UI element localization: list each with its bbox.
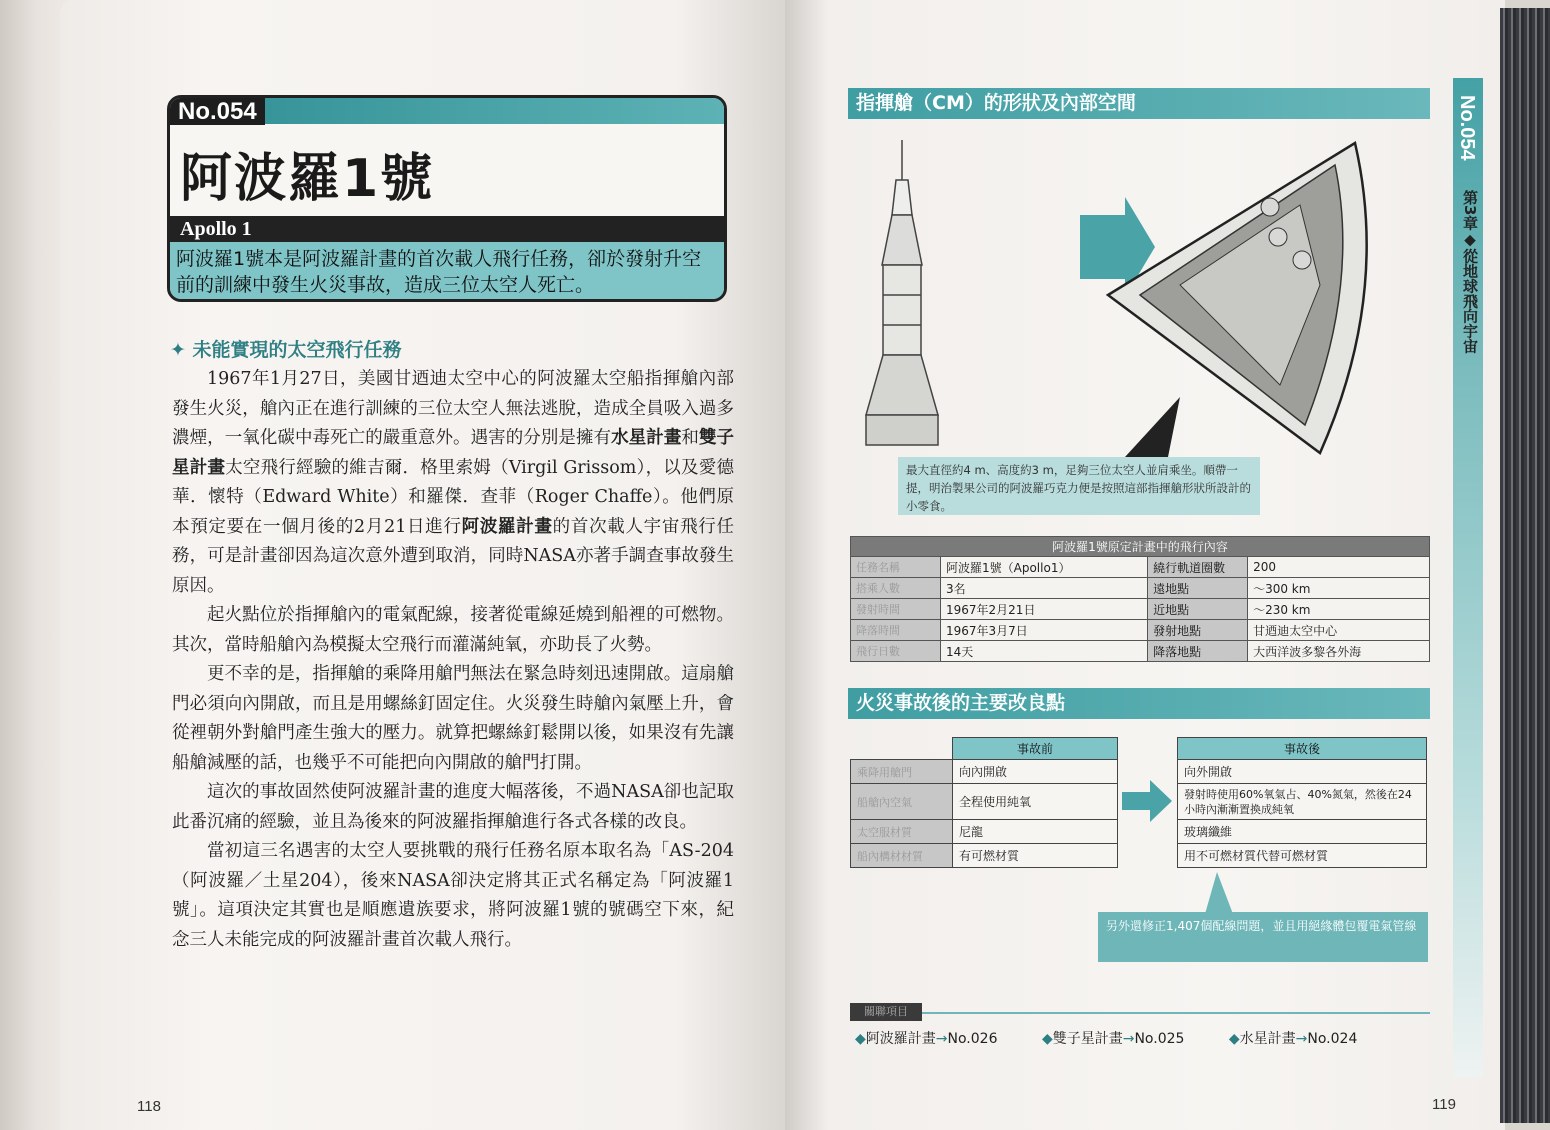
table-value: 200 — [1248, 557, 1430, 578]
table-value: ～230 km — [1248, 599, 1430, 620]
table-value: 大西洋波多黎各外海 — [1248, 641, 1430, 662]
paragraph-3: 更不幸的是，指揮艙的乘降用艙門無法在緊急時刻迅速開啟。這扇艙門必須向內開啟，而且是用螺絲釘固定住。火災發生時艙內氣壓上升，會從裡朝外對艙門產生強大的壓力。就算把螺絲釘鬆開以後，如果沒有先讓船艙減壓的話，也幾乎不可能把向內開啟的艙門打開。 — [172, 664, 734, 773]
paragraph-4: 這次的事故固然使阿波羅計畫的進度大幅落後，不過NASA卻也記取此番沉痛的經驗，並且為後來的阿波羅指揮艙進行各式各樣的改良。 — [172, 782, 734, 832]
related-items — [855, 1028, 1397, 1048]
side-chapter-label: 第3章◆從地球飛向宇宙 — [1461, 190, 1479, 354]
caption-pointer — [1125, 397, 1180, 457]
table-key: 發射時間 — [851, 599, 941, 620]
table-key: 遠地點 — [1148, 578, 1248, 599]
p1-link-apollo: 阿波羅計畫 — [461, 516, 553, 537]
table-row — [851, 620, 1430, 641]
table-value: ～300 km — [1248, 578, 1430, 599]
table-row — [1178, 784, 1427, 820]
table-value: 14天 — [941, 641, 1148, 662]
before-table — [850, 737, 1118, 868]
table-row — [851, 844, 1118, 868]
arrow-icon: → — [1122, 1031, 1135, 1047]
after-value: 向外開啟 — [1178, 760, 1427, 784]
related-ref: No.026 — [947, 1031, 998, 1047]
table-row — [851, 760, 1118, 784]
section-title-improvements: 火災事故後的主要改良點 — [848, 688, 1430, 719]
table-key: 發射地點 — [1148, 620, 1248, 641]
after-header: 事故後 — [1178, 738, 1427, 760]
table-row — [1178, 844, 1427, 868]
table-row — [851, 784, 1118, 820]
diamond-icon: ◆ — [1041, 1031, 1053, 1047]
entry-number: No.054 — [170, 98, 265, 125]
side-entry-number: No.054 — [1456, 95, 1478, 161]
after-value: 發射時使用60%氧氣占、40%氮氣，然後在24小時內漸漸置換成純氧 — [1178, 784, 1427, 820]
blank-header — [851, 738, 953, 760]
before-header: 事故前 — [953, 738, 1118, 760]
p1-text-c: 和 — [681, 428, 699, 448]
page-title: 阿波羅1號 — [180, 149, 435, 209]
improvement-label: 船艙內空氣 — [851, 784, 953, 820]
before-value: 全程使用純氧 — [953, 784, 1118, 820]
related-ref: No.024 — [1307, 1031, 1358, 1047]
after-table — [1177, 737, 1427, 868]
related-item[interactable] — [1229, 1031, 1357, 1047]
related-name: 水星計畫 — [1239, 1031, 1296, 1047]
capsule-cutaway — [1108, 143, 1367, 453]
paragraph-2: 起火點位於指揮艙內的電氣配線，接著從電線延燒到船裡的可燃物。其次，當時船艙內為模擬太空飛行而灌滿純氧，亦助長了火勢。 — [172, 605, 734, 655]
page-subtitle: Apollo 1 — [170, 216, 724, 242]
table-value: 阿波羅1號（Apollo1） — [941, 557, 1148, 578]
section-heading — [170, 335, 402, 362]
diamond-icon: ◆ — [1228, 1031, 1240, 1047]
after-value: 玻璃纖維 — [1178, 820, 1427, 844]
improvement-label: 太空服材質 — [851, 820, 953, 844]
rocket-illustration — [866, 140, 938, 445]
related-name: 阿波羅計畫 — [865, 1031, 936, 1047]
diamond-bullet-icon: ✦ — [170, 339, 186, 361]
table-value: 1967年2月21日 — [941, 599, 1148, 620]
arrow-icon: → — [935, 1031, 948, 1047]
related-divider — [922, 1012, 1430, 1014]
table-key: 降落時間 — [851, 620, 941, 641]
caption-pointer — [1205, 872, 1235, 914]
table-row — [851, 641, 1430, 662]
p1-text-e: 太空飛行經驗的維吉爾．格里索姆（Virgil Grissom），以及愛德華．懷特（Edward White）和羅傑．查菲（Roger Chaffe）。他們原本預定要在一個月後的2月21日進行 — [172, 457, 734, 537]
flight-plan-table — [850, 536, 1430, 662]
section-title-cm: 指揮艙（CM）的形狀及內部空間 — [848, 88, 1430, 119]
table-key: 搭乘人數 — [851, 578, 941, 599]
table-value: 1967年3月7日 — [941, 620, 1148, 641]
after-value: 用不可燃材質代替可燃材質 — [1178, 844, 1427, 868]
table-row — [851, 599, 1430, 620]
related-item[interactable] — [855, 1031, 997, 1047]
page-number-right: 119 — [1432, 1096, 1456, 1113]
p1-link-mercury: 水星計畫 — [611, 428, 682, 448]
table-row — [851, 820, 1118, 844]
related-label: 關聯項目 — [850, 1003, 922, 1021]
table-row — [1178, 760, 1427, 784]
table-key: 近地點 — [1148, 599, 1248, 620]
table-row — [851, 578, 1430, 599]
before-value: 有可燃材質 — [953, 844, 1118, 868]
table-row — [851, 557, 1430, 578]
related-name: 雙子星計畫 — [1052, 1031, 1123, 1047]
paragraph-5: 當初這三名遇害的太空人要挑戰的飛行任務名原本取名為「AS-204（阿波羅／土星204），後來NASA卻決定將其正式名稱定為「阿波羅1號」。這項決定其實也是順應遺族要求，將阿波羅1號的號碼空下來，紀念三人未能完成的阿波羅計畫首次載人飛行。 — [172, 841, 734, 950]
page-number-left: 118 — [137, 1098, 161, 1115]
table-row — [1178, 820, 1427, 844]
paragraph-1 — [172, 365, 734, 601]
improvement-label: 船內構材材質 — [851, 844, 953, 868]
p1-text-g: 的首次載人宇宙飛行任務，可是計畫卻因為這次意外遭到取消，同時NASA亦著手調查事故發生原因。 — [172, 516, 734, 596]
related-item[interactable] — [1042, 1031, 1184, 1047]
p1-text-a: 1967年1月27日，美國甘迺迪太空中心的阿波羅太空船指揮艙內部發生火災，艙內正在進行訓練的三位太空人無法逃脫，造成全員吸入過多濃煙，一氧化碳中毒死亡的嚴重意外。遇害的分別是擁有 — [172, 369, 734, 448]
body-text — [172, 365, 734, 955]
table-key: 降落地點 — [1148, 641, 1248, 662]
diamond-icon: ◆ — [855, 1031, 866, 1047]
table-value: 3名 — [941, 578, 1148, 599]
related-ref: No.025 — [1134, 1031, 1185, 1047]
arrow-icon: → — [1295, 1031, 1308, 1047]
before-value: 向內開啟 — [953, 760, 1118, 784]
summary-text: 阿波羅1號本是阿波羅計畫的首次載人飛行任務，卻於發射升空前的訓練中發生火災事故，造成三位太空人死亡。 — [170, 242, 724, 302]
right-page-edges — [1500, 8, 1550, 1123]
caption-wiring: 另外還修正1,407個配線問題，並且用絕緣體包覆電氣管線 — [1098, 912, 1428, 962]
p1-link-gemini: 雙子星計畫 — [172, 428, 735, 478]
table-key: 飛行日數 — [851, 641, 941, 662]
table-value: 甘迺迪太空中心 — [1248, 620, 1430, 641]
section-heading-text: 未能實現的太空飛行任務 — [192, 339, 402, 361]
title-box — [167, 95, 727, 302]
table-key: 繞行軌道圈數 — [1148, 557, 1248, 578]
flight-table-title: 阿波羅1號原定計畫中的飛行內容 — [851, 537, 1430, 557]
improvement-label: 乘降用艙門 — [851, 760, 953, 784]
related-bar — [850, 1003, 1430, 1023]
right-arrow-icon — [1122, 780, 1174, 822]
table-key: 任務名稱 — [851, 557, 941, 578]
caption-cm-size: 最大直徑約4 m、高度約3 m，足夠三位太空人並肩乘坐。順帶一提，明治製果公司的阿波羅巧克力便是按照這部指揮艙形狀所設計的小零食。 — [898, 457, 1260, 515]
before-value: 尼龍 — [953, 820, 1118, 844]
